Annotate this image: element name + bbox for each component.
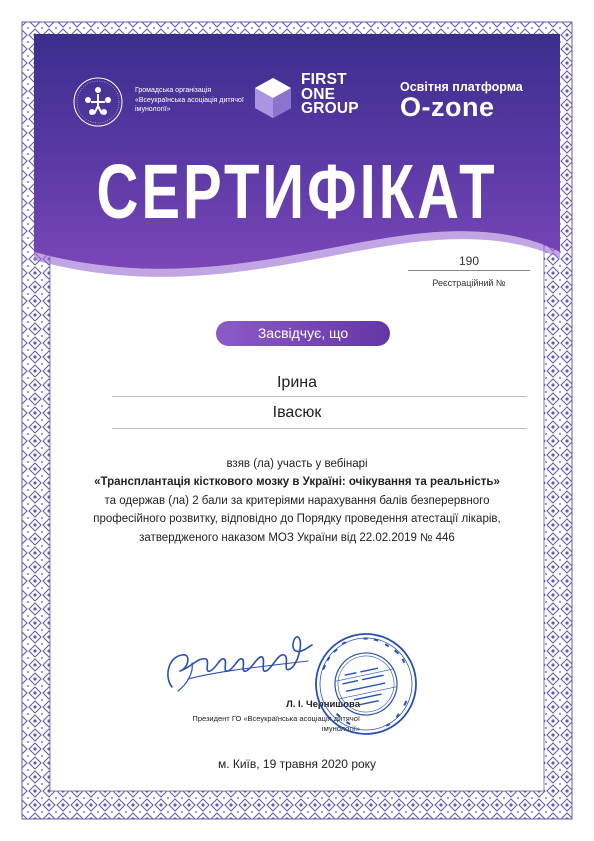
ozone-subtitle: Освітня платформа (400, 80, 523, 94)
association-name: Громадська організація «Всеукраїнська асоціація дитячої імунології» (135, 87, 244, 113)
registration-number: 190 (458, 254, 480, 268)
recipient-last-name: Івасюк (272, 404, 322, 421)
certifies-label: Засвідчує, що (216, 321, 390, 346)
fog-word-one: ONE (301, 85, 336, 103)
official-stamp-seal (313, 631, 419, 737)
place-and-date: м. Київ, 19 травня 2020 року (217, 757, 377, 771)
ozone-brand: O-zone (400, 92, 495, 122)
body-line-order: затвердженого наказом МОЗ України від 22.02.2019 № 446 (139, 531, 455, 544)
first-one-group-logo-icon (253, 76, 293, 120)
registration-underline (408, 270, 530, 271)
last-name-underline (112, 428, 527, 429)
first-name-underline (112, 396, 527, 397)
body-line-development: професійного розвитку, відповідно до Порядку проведення атестації лікарів, (93, 513, 501, 526)
handwritten-signature (158, 627, 318, 699)
certificate-body (70, 455, 524, 547)
body-line-points: та одержав (ла) 2 бали за критеріями нарахування балів безперервного (104, 494, 490, 507)
fog-word-group: GROUP (301, 100, 359, 117)
body-line-participation: взяв (ла) участь у вебінарі (226, 458, 368, 470)
recipient-first-name: Ірина (276, 374, 317, 391)
association-logo-icon (68, 76, 128, 128)
webinar-title: «Трансплантація кісткового мозку в Україні: очікування та реальність» (94, 476, 500, 489)
signatory-role: Президент ГО «Всеукраїнська асоціація дитячої імунології» (192, 714, 360, 733)
registration-label: Реєстраційний № (432, 278, 506, 288)
certificate-title: СЕРТИФІКАТ (96, 149, 498, 236)
first-one-group-wordmark (301, 73, 359, 117)
signatory-name: Л. І. Чернишова (286, 699, 360, 710)
fog-word-first: FIRST (301, 71, 347, 88)
